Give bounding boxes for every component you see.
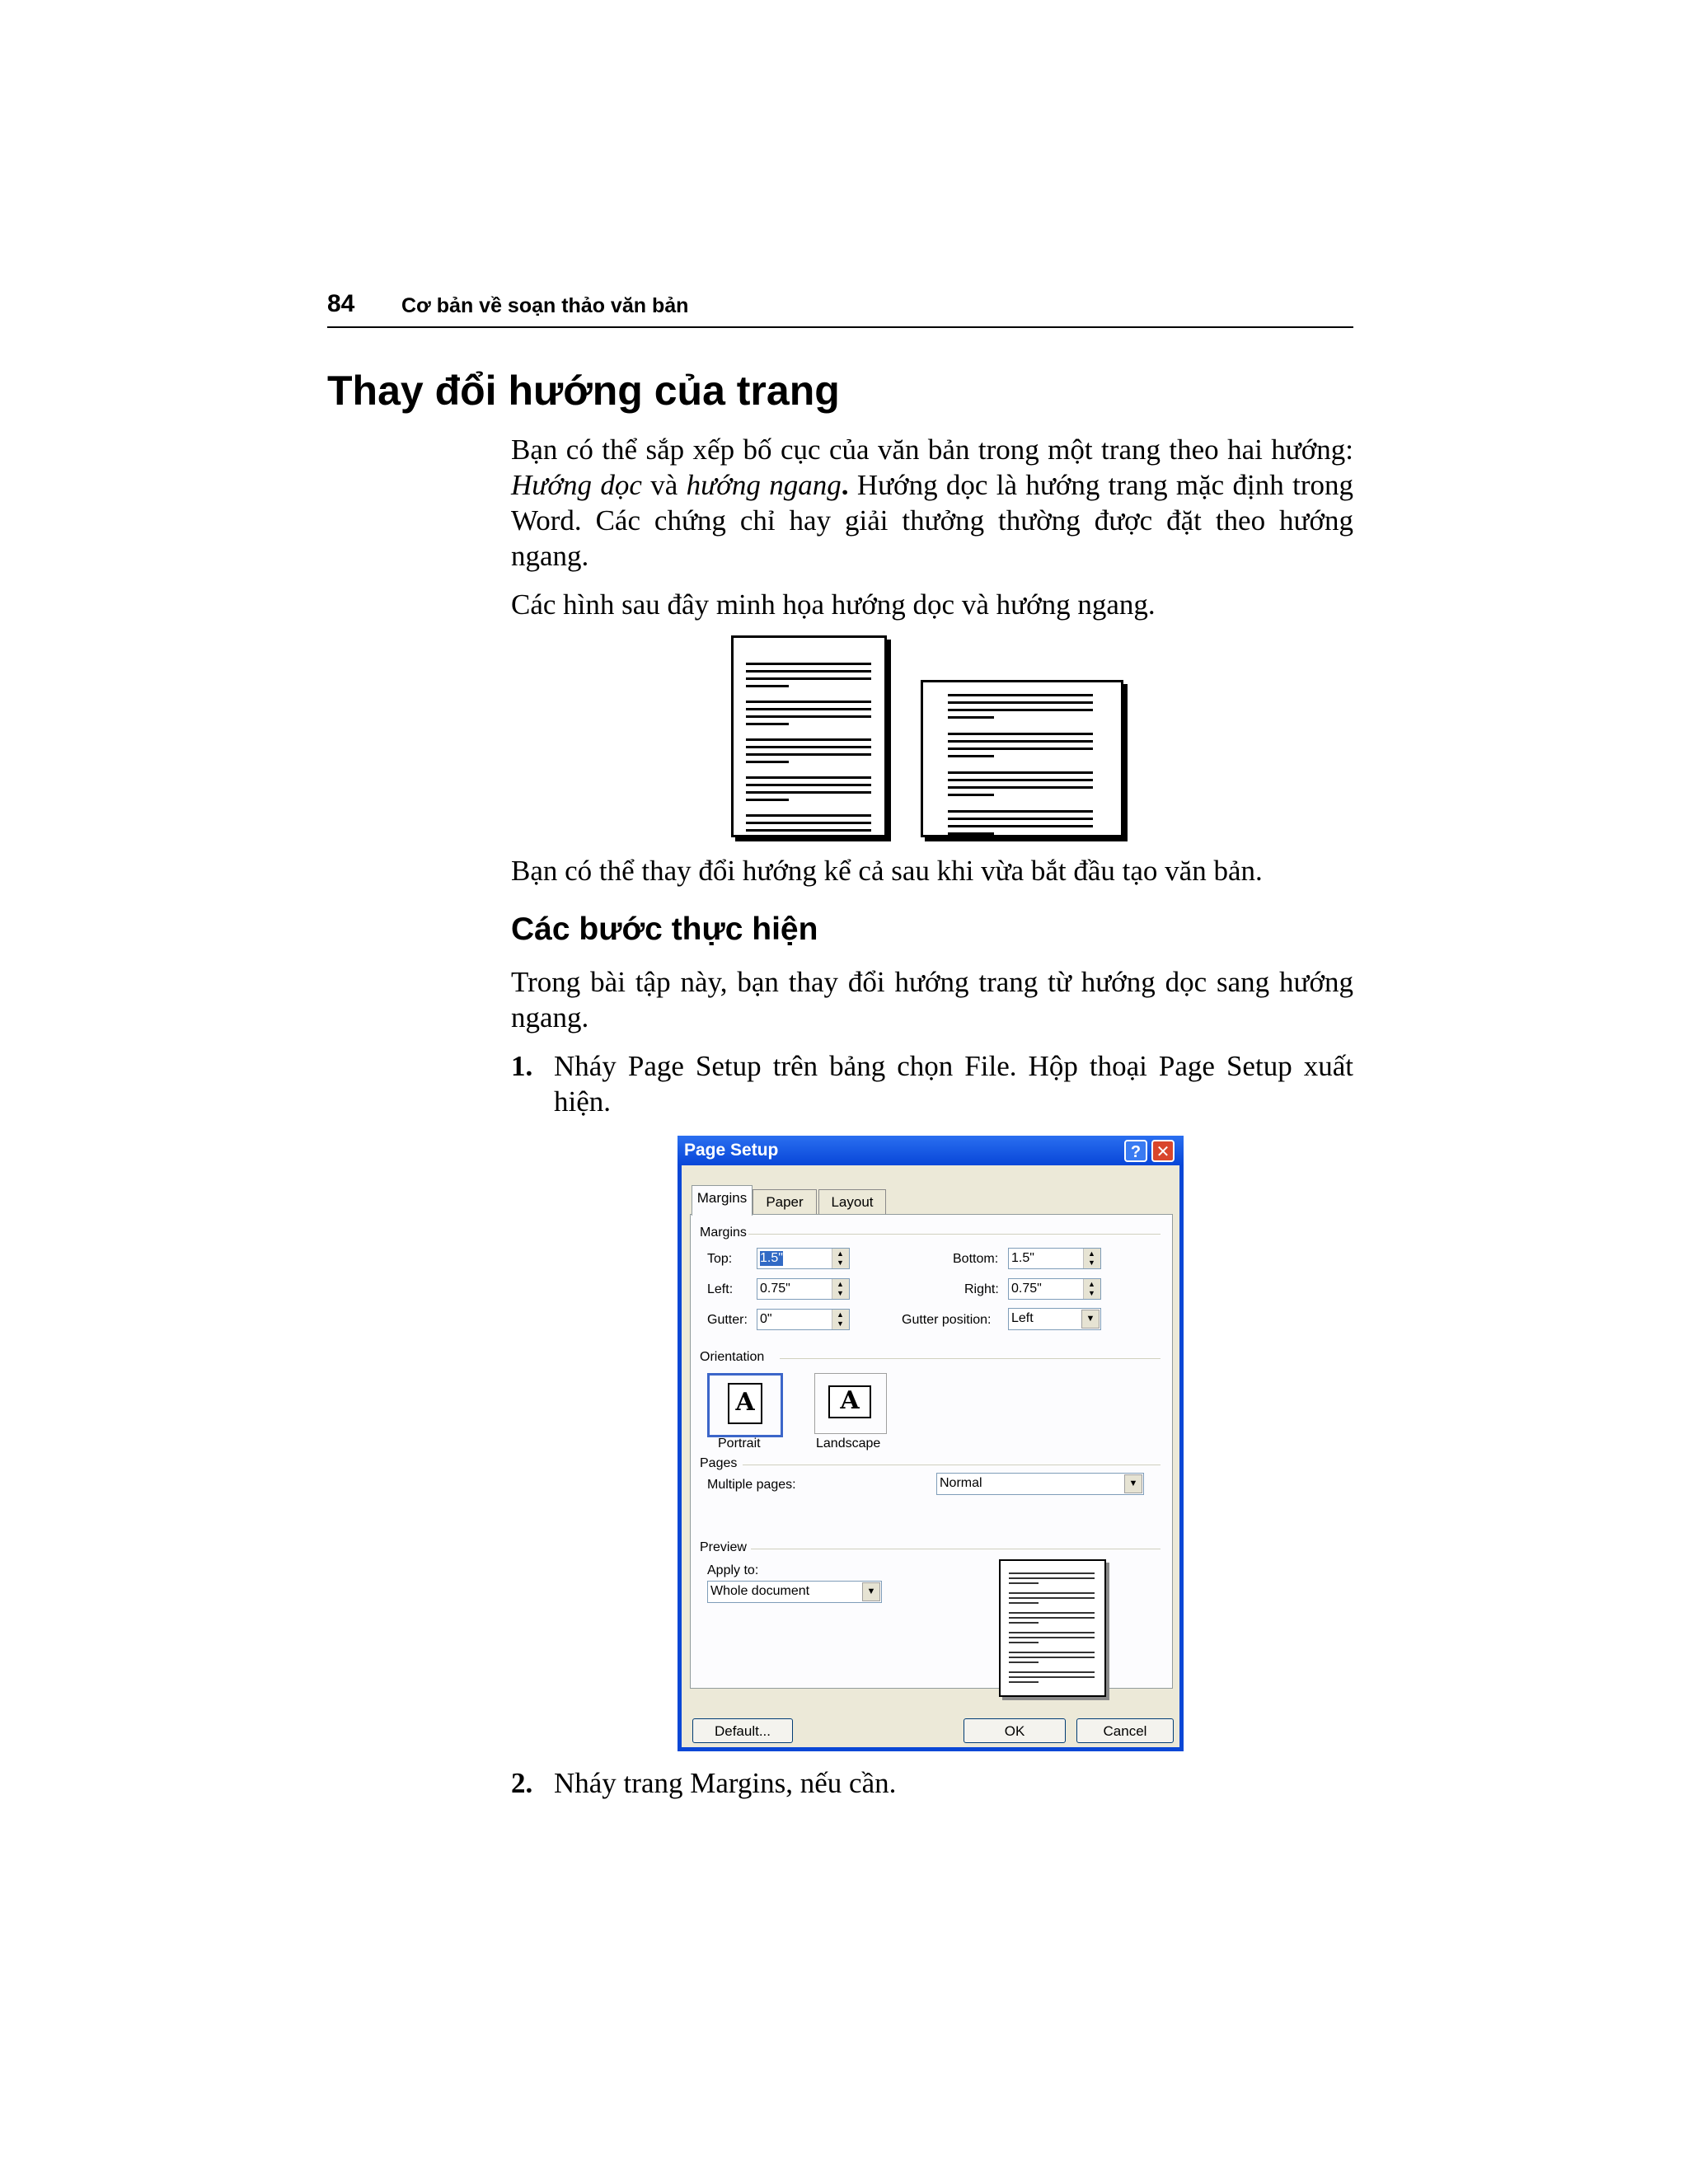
preview-text-line (1009, 1657, 1095, 1658)
portrait-text-line (746, 829, 871, 832)
preview-text-line (1009, 1622, 1039, 1624)
top-margin-value: 1.5" (760, 1251, 783, 1265)
portrait-text-line (746, 822, 871, 824)
dialog-client (682, 1165, 1179, 1747)
dialog-title: Page Setup (684, 1141, 779, 1160)
steps-heading: Các bước thực hiện (511, 912, 818, 947)
preview-text-line (1009, 1612, 1095, 1614)
preview-text-line (1009, 1617, 1095, 1619)
right-margin-spinner[interactable]: ▲ ▼ (1083, 1279, 1100, 1299)
gutter-position-value: Left (1011, 1311, 1034, 1325)
intro-dot: . (841, 469, 849, 501)
chapter-title: Cơ bản về soạn thảo văn bản (401, 294, 689, 317)
portrait-label: Portrait (718, 1436, 761, 1451)
ok-button[interactable]: OK (964, 1718, 1066, 1743)
margins-group-divider (748, 1234, 1160, 1235)
portrait-text-line (746, 746, 871, 748)
multiple-pages-select[interactable] (936, 1473, 1144, 1495)
bottom-margin-spinner[interactable]: ▲ ▼ (1083, 1249, 1100, 1268)
apply-to-label: Apply to: (707, 1563, 759, 1577)
left-label: Left: (707, 1282, 734, 1296)
multiple-pages-value: Normal (940, 1476, 982, 1490)
portrait-text-line (746, 677, 871, 680)
pages-group-label: Pages (700, 1456, 738, 1470)
preview-text-line (1009, 1632, 1095, 1633)
step-item (511, 1048, 1353, 1119)
landscape-text-line (948, 818, 1093, 820)
section-title: Thay đổi hướng của trang (327, 368, 840, 414)
landscape-text-line (948, 779, 1093, 781)
step-item (511, 1765, 1353, 1801)
change-anytime-paragraph: Bạn có thể thay đổi hướng kể cả sau khi vừa bắt đầu tạo văn bản. (511, 855, 1263, 887)
landscape-icon: A (828, 1385, 871, 1418)
preview-text-line (1009, 1582, 1039, 1584)
bottom-margin-value: 1.5" (1011, 1251, 1034, 1265)
gutter-position-label: Gutter position: (902, 1313, 992, 1327)
landscape-text-line (948, 709, 1093, 711)
portrait-text-line (746, 708, 871, 710)
preview-text-line (1009, 1577, 1095, 1579)
bottom-margin-input[interactable] (1008, 1248, 1101, 1269)
preview-text-line (1009, 1652, 1095, 1653)
right-margin-value: 0.75" (1011, 1282, 1042, 1296)
portrait-text-line (746, 685, 789, 687)
landscape-text-line (948, 810, 1093, 813)
gutter-input[interactable] (757, 1309, 850, 1330)
step-text: Nháy trang Margins, nếu cần. (554, 1767, 897, 1799)
portrait-text-line (746, 799, 789, 801)
landscape-text-line (948, 794, 994, 796)
bottom-label: Bottom: (953, 1252, 999, 1266)
preview-text-line (1009, 1642, 1039, 1643)
landscape-text-line (948, 748, 1093, 750)
portrait-text-line (746, 701, 871, 703)
right-label: Right: (964, 1282, 999, 1296)
page-number: 84 (327, 290, 355, 317)
gutter-value: 0" (760, 1312, 772, 1326)
portrait-text-line (746, 791, 871, 794)
preview-group-label: Preview (700, 1540, 747, 1554)
portrait-option[interactable] (707, 1373, 783, 1437)
step-number: 1. (511, 1050, 533, 1082)
left-margin-spinner[interactable]: ▲ ▼ (832, 1279, 849, 1299)
tab-paper[interactable]: Paper (753, 1189, 817, 1215)
landscape-text-line (948, 786, 1093, 789)
chevron-down-icon[interactable]: ▼ (862, 1582, 880, 1601)
portrait-text-line (746, 670, 871, 673)
running-header (327, 290, 1353, 328)
help-button[interactable]: ? (1124, 1140, 1147, 1162)
orientation-group-divider (780, 1358, 1160, 1359)
preview-text-line (1009, 1637, 1095, 1638)
tab-layout[interactable]: Layout (818, 1189, 886, 1215)
apply-to-select[interactable] (707, 1581, 882, 1603)
landscape-text-line (948, 733, 1093, 735)
dialog-titlebar (678, 1136, 1184, 1165)
landscape-text-line (948, 771, 1093, 774)
preview-text-line (1009, 1671, 1095, 1673)
portrait-text-line (746, 738, 871, 741)
landscape-option[interactable] (814, 1373, 887, 1434)
preview-text-line (1009, 1572, 1095, 1574)
exercise-paragraph: Trong bài tập này, bạn thay đổi hướng trang từ hướng dọc sang hướng ngang. (511, 966, 1353, 1033)
top-label: Top: (707, 1252, 733, 1266)
preview-text-line (1009, 1602, 1039, 1604)
portrait-text-line (746, 663, 871, 665)
gutter-spinner[interactable]: ▲ ▼ (832, 1310, 849, 1329)
margins-group-label: Margins (700, 1226, 747, 1240)
cancel-button[interactable]: Cancel (1076, 1718, 1174, 1743)
portrait-icon: A (728, 1383, 762, 1424)
margins-tab-panel (690, 1214, 1173, 1689)
portrait-text-line (746, 753, 871, 756)
intro-and: và (641, 469, 687, 501)
landscape-text-line (948, 832, 994, 835)
preview-text-line (1009, 1676, 1095, 1678)
landscape-text-line (948, 755, 994, 757)
orientation-group-label: Orientation (700, 1350, 765, 1364)
figure-caption-paragraph: Các hình sau đây minh họa hướng dọc và hướng ngang. (511, 588, 1156, 621)
page-setup-dialog (678, 1136, 1184, 1751)
multiple-pages-label: Multiple pages: (707, 1478, 796, 1492)
landscape-term: hướng ngang (686, 469, 842, 501)
left-margin-input[interactable] (757, 1278, 850, 1300)
portrait-page-illustration (731, 635, 887, 837)
portrait-text-line (746, 723, 789, 725)
landscape-text-line (948, 716, 994, 719)
chevron-down-icon[interactable]: ▼ (1081, 1310, 1100, 1329)
preview-text-line (1009, 1597, 1095, 1599)
portrait-term: Hướng dọc (511, 469, 642, 501)
gutter-label: Gutter: (707, 1313, 748, 1327)
preview-text-line (1009, 1661, 1039, 1663)
landscape-text-line (948, 694, 1093, 696)
portrait-text-line (746, 761, 789, 763)
gutter-position-select[interactable] (1008, 1308, 1101, 1330)
close-button[interactable]: ✕ (1151, 1140, 1175, 1162)
portrait-text-line (746, 837, 789, 839)
intro-paragraph (511, 432, 1353, 574)
preview-text-line (1009, 1681, 1039, 1683)
step-number: 2. (511, 1767, 533, 1799)
tab-margins[interactable]: Margins (692, 1185, 753, 1216)
landscape-label: Landscape (816, 1436, 881, 1451)
portrait-text-line (746, 715, 871, 718)
intro-text-a: Bạn có thể sắp xếp bố cục của văn bản trong một trang theo hai hướng: (511, 434, 1353, 466)
portrait-text-line (746, 784, 871, 786)
default-button[interactable]: Default... (692, 1718, 793, 1743)
portrait-text-line (746, 776, 871, 779)
landscape-text-line (948, 825, 1093, 827)
right-margin-input[interactable] (1008, 1278, 1101, 1300)
preview-text-line (1009, 1592, 1095, 1594)
chevron-down-icon[interactable]: ▼ (1124, 1474, 1142, 1493)
top-margin-input[interactable] (757, 1248, 850, 1269)
top-margin-spinner[interactable]: ▲ ▼ (832, 1249, 849, 1268)
portrait-text-line (746, 814, 871, 817)
step-text: Nháy Page Setup trên bảng chọn File. Hộp thoại Page Setup xuất hiện. (554, 1050, 1353, 1118)
preview-page (999, 1559, 1106, 1697)
intro-text-b: Hướng dọc là hướng trang mặc định trong Word. Các chứng chỉ hay giải thưởng thường được đặt theo hướng ngang. (511, 469, 1353, 572)
apply-to-value: Whole document (710, 1584, 810, 1598)
landscape-page-illustration (921, 680, 1123, 837)
left-margin-value: 0.75" (760, 1282, 790, 1296)
landscape-text-line (948, 701, 1093, 704)
landscape-text-line (948, 740, 1093, 743)
